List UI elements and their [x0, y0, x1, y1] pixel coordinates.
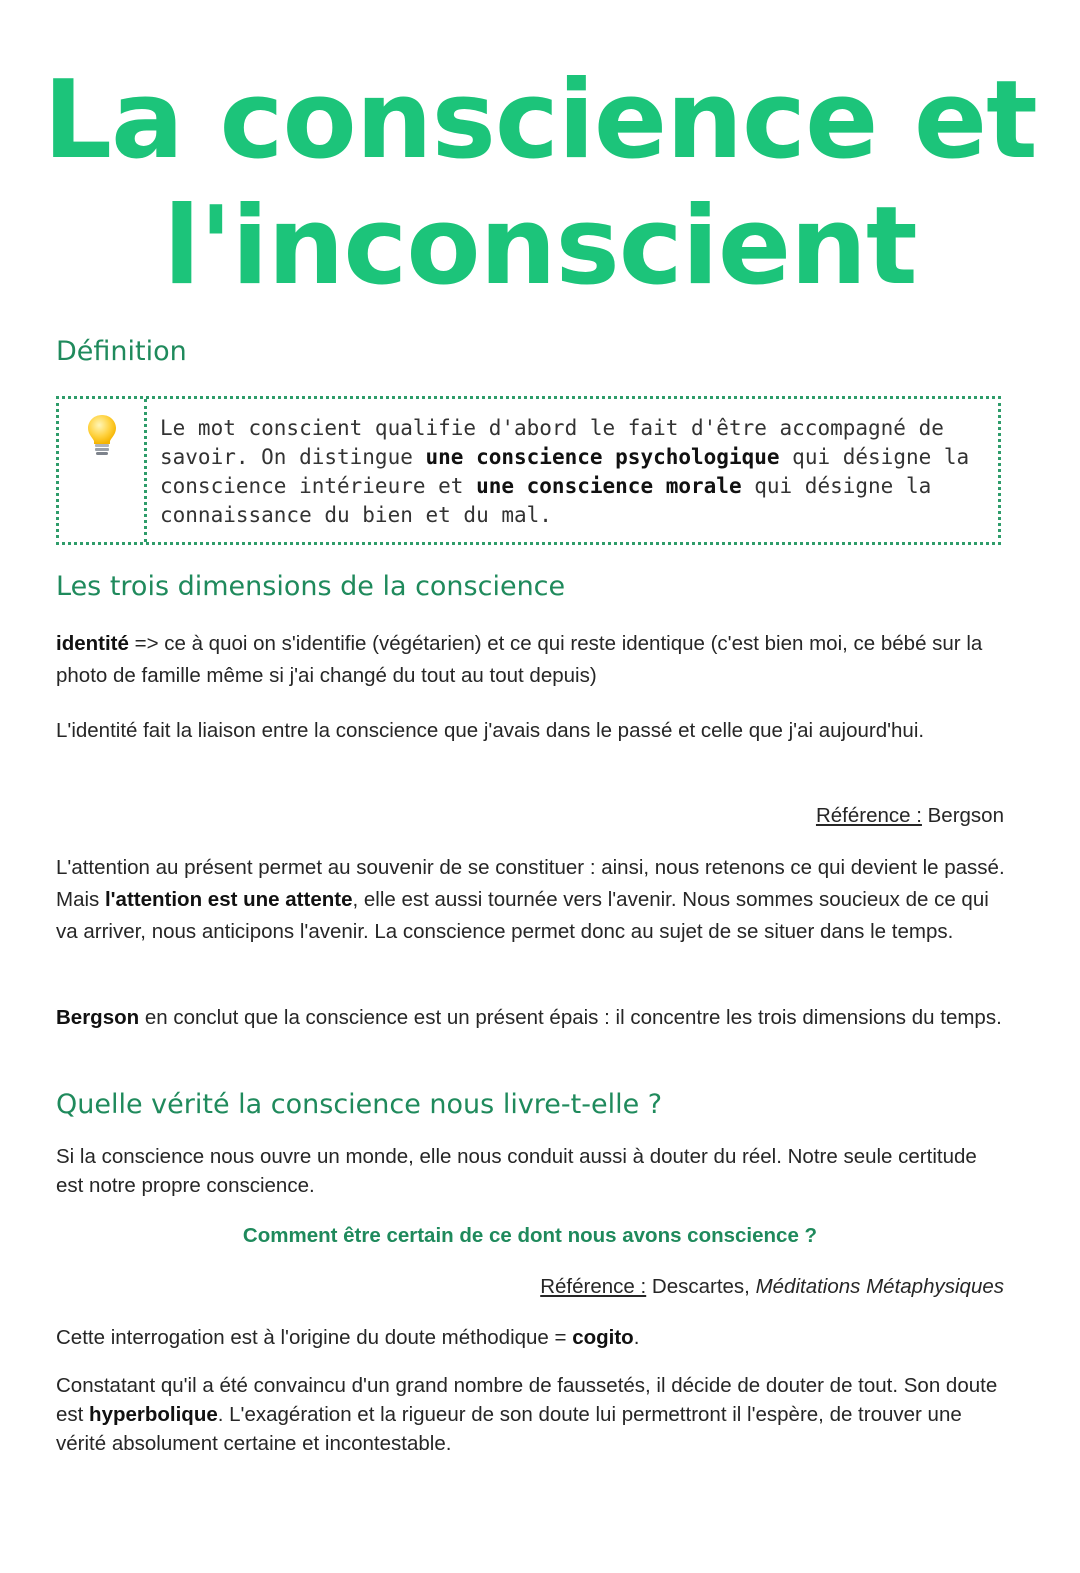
definition-bold-psychologique: une conscience psychologique — [425, 445, 780, 469]
definition-callout — [56, 396, 1001, 545]
attention-text-b: , elle est aussi tournée vers l'avenir. Nous sommes soucieux de ce qui va arriver, nous anticipons l'avenir. La conscience permet donc au sujet de se situer dans le temps. — [56, 888, 989, 943]
reference-work: Méditations Métaphysiques — [755, 1275, 1004, 1298]
definition-text — [160, 414, 984, 530]
attention-text-a: L'attention au présent permet au souvenir de se constituer : ainsi, nous retenons ce qui devient le passé. Mais — [56, 856, 1005, 911]
reference-bergson — [816, 801, 1004, 831]
definition-heading: Définition — [56, 336, 187, 367]
cogito-bold: cogito — [572, 1326, 634, 1349]
definition-text-b: qui désigne la conscience intérieure et — [160, 445, 970, 498]
verite-question: Comment être certain de ce dont nous avons conscience ? — [242, 1224, 818, 1247]
lightbulb-icon — [85, 413, 119, 462]
cogito-text: Cette interrogation est à l'origine du doute méthodique = — [56, 1326, 573, 1349]
identite-term: identité — [56, 632, 129, 655]
definition-text-a: Le mot conscient qualifie d'abord le fait d'être accompagné de savoir. On distingue — [160, 416, 944, 469]
doute-text-a: Constatant qu'il a été convaincu d'un grand nombre de faussetés, il décide de douter de tout. Son doute est — [56, 1374, 998, 1426]
doute-bold: hyperbolique — [89, 1403, 218, 1426]
reference-value: Bergson — [921, 804, 1004, 827]
verite-heading: Quelle vérité la conscience nous livre-t-elle ? — [56, 1089, 663, 1120]
identite-liaison-paragraph: L'identité fait la liaison entre la conscience que j'avais dans le passé et celle que j'ai aujourd'hui. — [56, 719, 925, 742]
cogito-paragraph — [56, 1322, 1006, 1354]
doute-text-b: . L'exagération et la rigueur de son doute lui permettront il l'espère, de trouver une vérité absolument certaine et incontestable. — [56, 1403, 962, 1455]
reference-author: Descartes, — [646, 1275, 756, 1298]
bergson-paragraph — [56, 1002, 1006, 1034]
title-line-1: La conscience et — [43, 58, 1037, 183]
cogito-end: . — [633, 1326, 640, 1349]
verite-paragraph: Si la conscience nous ouvre un monde, elle nous conduit aussi à douter du réel. Notre seule certitude est notre propre conscience. — [56, 1145, 977, 1197]
identite-text: => ce à quoi on s'identifie (végétarien) et ce qui reste identique (c'est bien moi, ce bébé sur la photo de famille même si j'ai changé du tout au tout depuis) — [56, 632, 983, 687]
attention-bold: l'attention est une attente — [104, 888, 353, 911]
bergson-bold: Bergson — [56, 1006, 140, 1029]
title-line-2: l'inconscient — [163, 184, 917, 309]
reference-label: Référence : — [815, 804, 922, 827]
callout-icon-column — [59, 399, 147, 542]
attention-paragraph — [56, 852, 1006, 948]
bergson-text: en conclut que la conscience est un présent épais : il concentre les trois dimensions du temps. — [139, 1006, 1002, 1029]
doute-paragraph — [56, 1371, 1006, 1458]
definition-text-c: qui désigne la connaissance du bien et du mal. — [160, 474, 932, 527]
reference-descartes — [540, 1272, 1004, 1302]
definition-bold-morale: une conscience morale — [476, 474, 742, 498]
reference-label: Référence : — [540, 1275, 647, 1298]
page-title — [0, 58, 1080, 310]
dimensions-heading: Les trois dimensions de la conscience — [56, 571, 566, 602]
identite-paragraph — [56, 628, 1006, 692]
